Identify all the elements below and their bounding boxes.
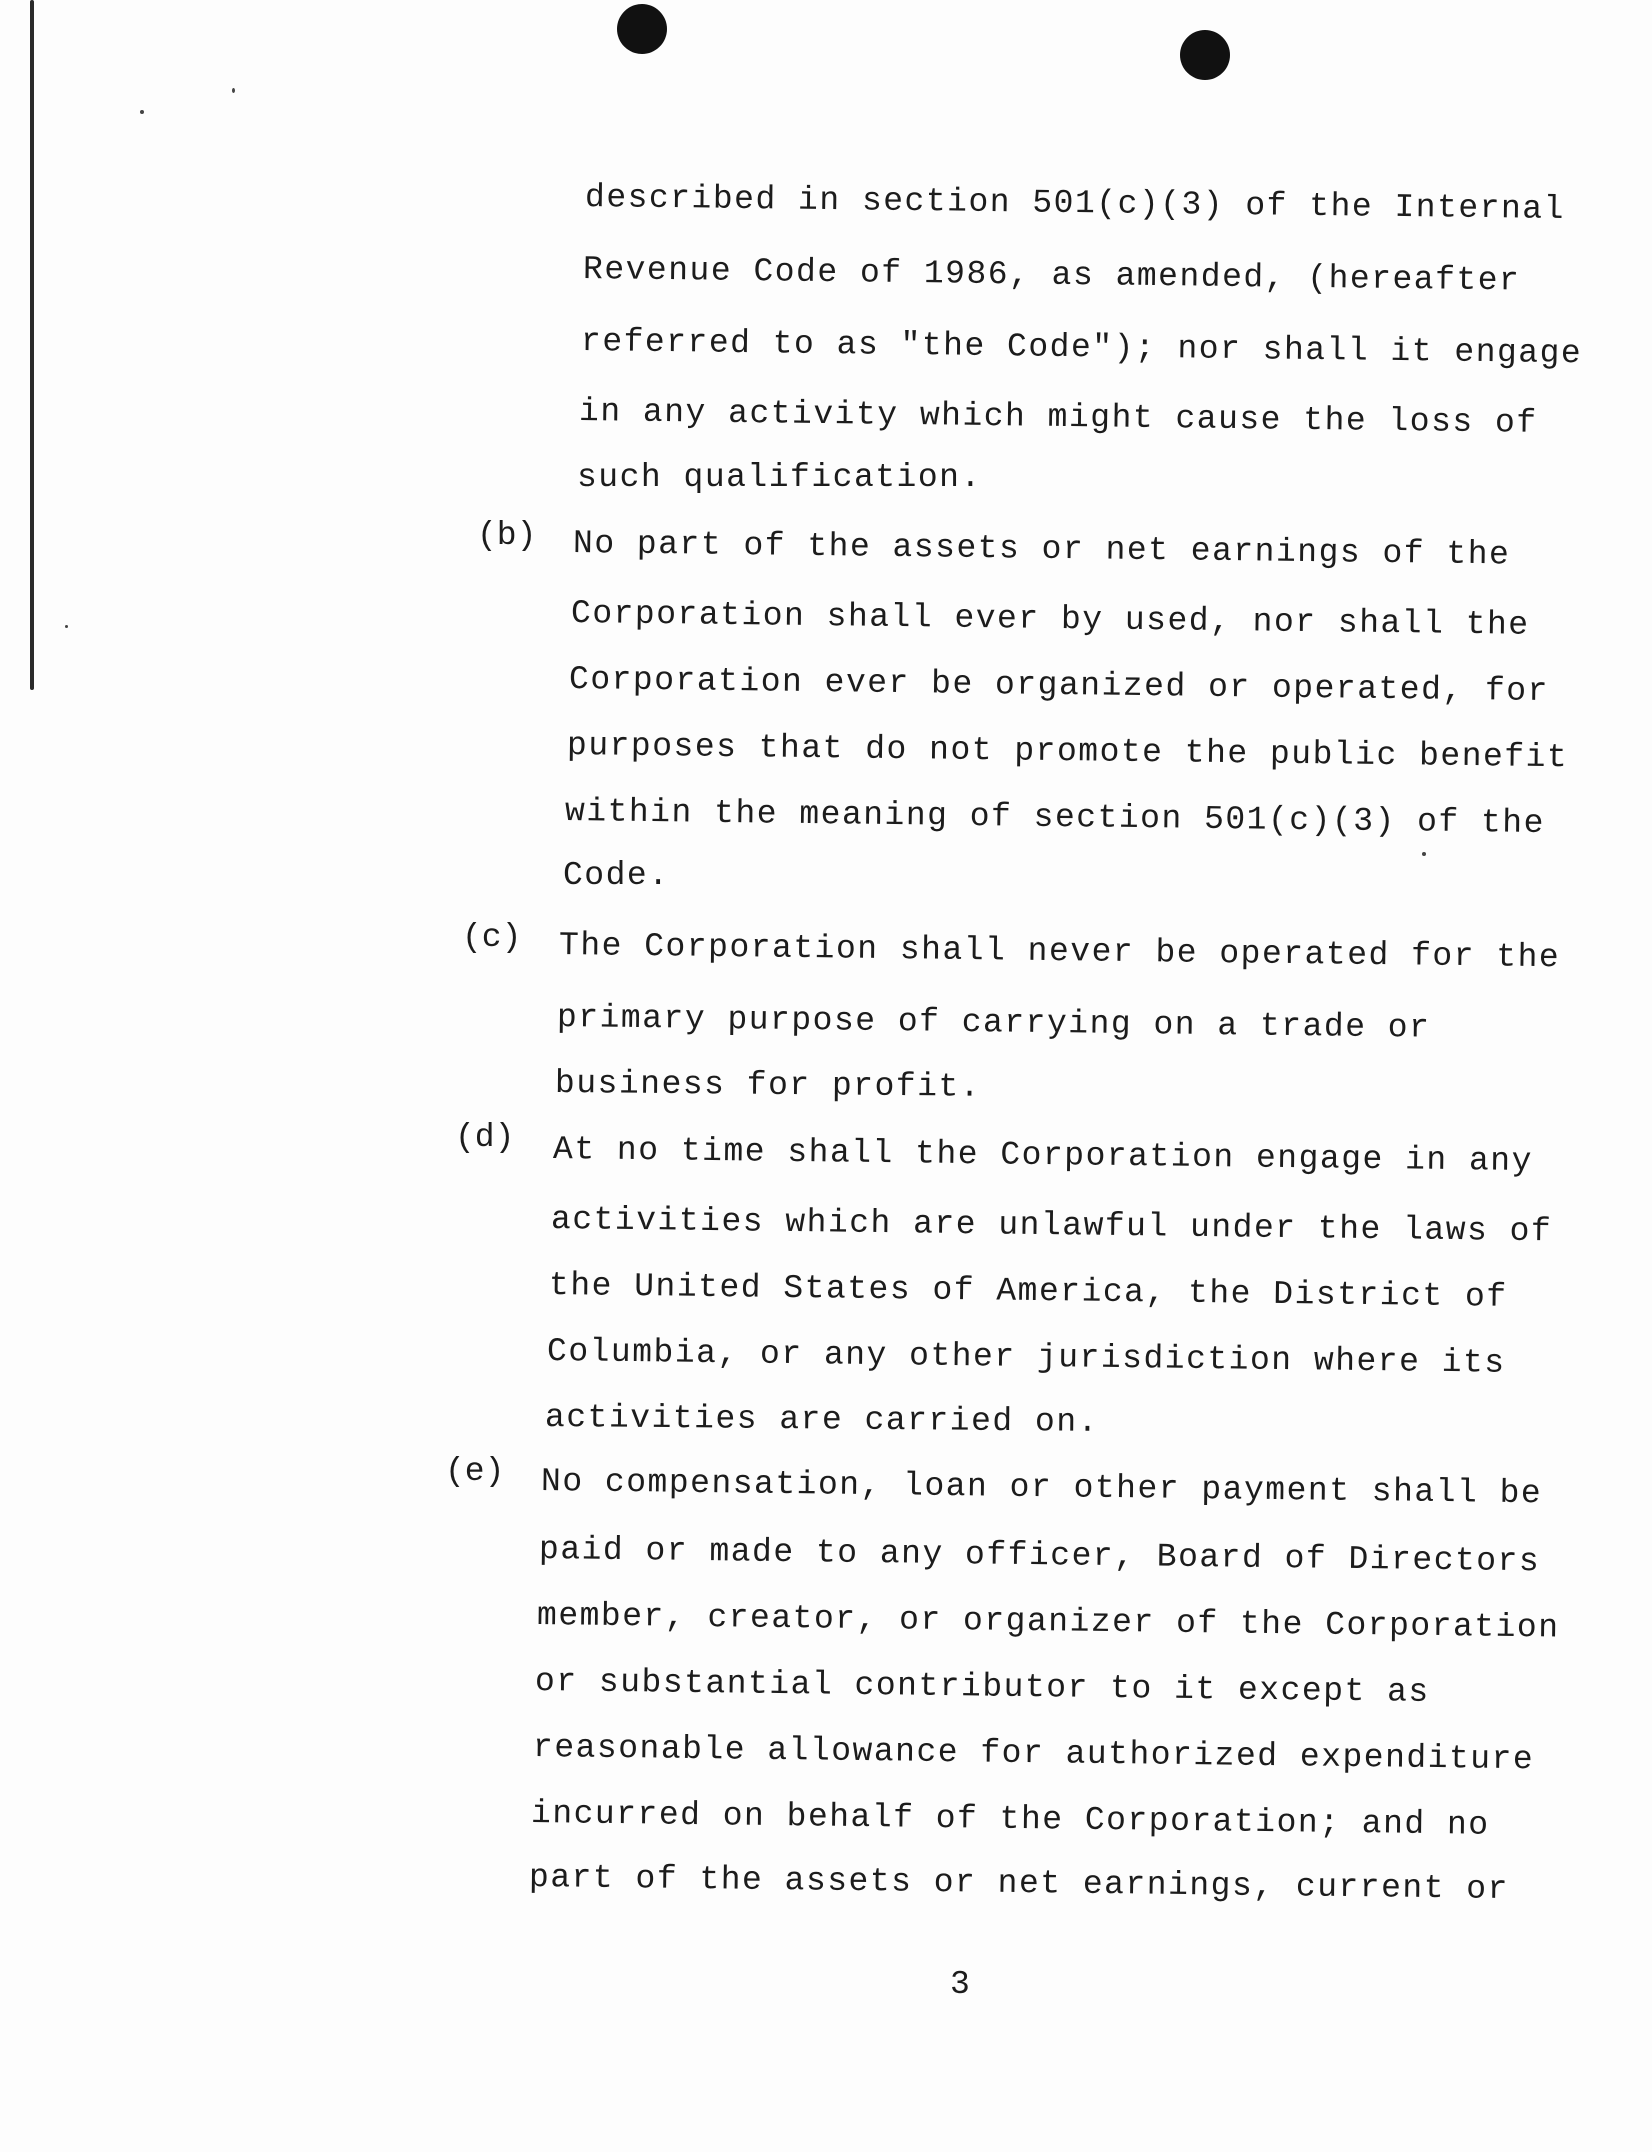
paragraph-marker-e: (e) bbox=[445, 1453, 505, 1490]
text-line: described in section 501(c)(3) of the Internal bbox=[584, 179, 1566, 228]
text-line: Code. bbox=[563, 857, 670, 894]
text-line: member, creator, or organizer of the Corporation bbox=[536, 1597, 1560, 1647]
text-line: activities are carried on. bbox=[544, 1399, 1100, 1441]
text-line: activities which are unlawful under the laws of bbox=[550, 1201, 1553, 1251]
paragraph-marker-b: (b) bbox=[477, 517, 537, 554]
paragraph-marker-c: (c) bbox=[462, 919, 522, 956]
paragraph-marker-d: (d) bbox=[455, 1119, 515, 1156]
text-line: referred to as "the Code"); nor shall it engage bbox=[580, 323, 1583, 373]
text-line: purposes that do not promote the public benefit bbox=[566, 727, 1569, 777]
text-line: such qualification. bbox=[577, 459, 982, 496]
text-line: part of the assets or net earnings, current or bbox=[528, 1859, 1510, 1908]
text-line: No part of the assets or net earnings of the bbox=[572, 525, 1511, 574]
text-line: Revenue Code of 1986, as amended, (hereafter bbox=[582, 251, 1521, 300]
text-line: within the meaning of section 501(c)(3) of the bbox=[564, 793, 1546, 842]
text-line: incurred on behalf of the Corporation; and no bbox=[530, 1795, 1490, 1844]
punch-hole-left bbox=[617, 4, 667, 54]
text-line: paid or made to any officer, Board of Directors bbox=[538, 1531, 1541, 1581]
text-line: Columbia, or any other jurisdiction where its bbox=[546, 1333, 1506, 1382]
text-line: At no time shall the Corporation engage in any bbox=[552, 1131, 1534, 1180]
text-line: the United States of America, the District of bbox=[548, 1267, 1508, 1316]
text-line: The Corporation shall never be operated for the bbox=[558, 927, 1561, 977]
text-line: business for profit. bbox=[554, 1065, 982, 1106]
scan-speck bbox=[232, 88, 235, 93]
scan-speck bbox=[65, 625, 68, 628]
text-line: Corporation shall ever by used, nor shall the bbox=[570, 595, 1530, 644]
text-line: reasonable allowance for authorized expenditure bbox=[532, 1729, 1535, 1779]
text-line: No compensation, loan or other payment shall be bbox=[540, 1463, 1543, 1513]
text-line: primary purpose of carrying on a trade or bbox=[556, 999, 1431, 1047]
text-line: Corporation ever be organized or operated, for bbox=[568, 661, 1550, 710]
scan-speck bbox=[140, 110, 144, 114]
punch-hole-right bbox=[1180, 30, 1230, 80]
binder-edge-line bbox=[30, 0, 34, 690]
scan-speck bbox=[1422, 852, 1426, 856]
page-number: 3 bbox=[950, 1966, 970, 2003]
text-line: in any activity which might cause the loss of bbox=[578, 393, 1538, 442]
text-line: or substantial contributor to it except as bbox=[534, 1663, 1430, 1711]
